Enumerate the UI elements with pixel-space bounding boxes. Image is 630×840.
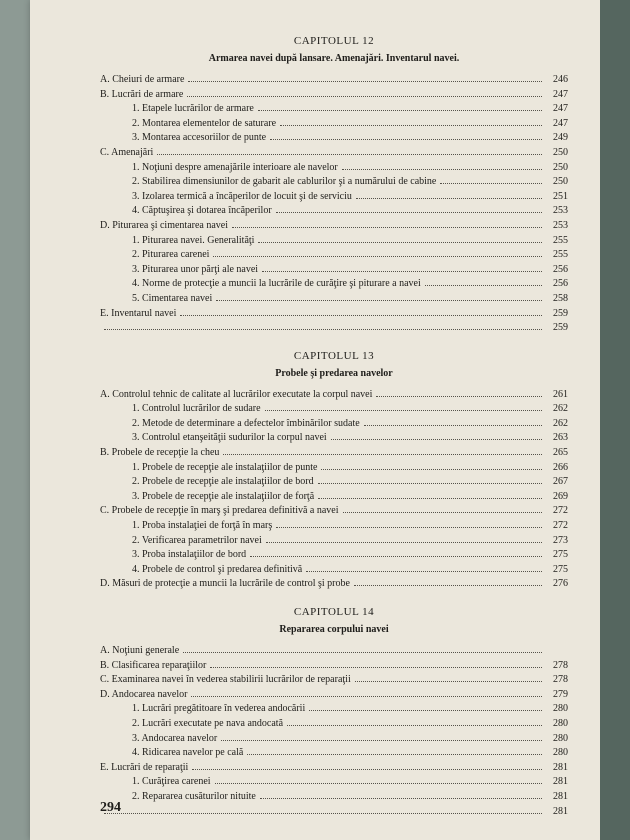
- dot-leader: [210, 658, 542, 668]
- dot-leader: [188, 72, 542, 82]
- toc-entry-title: D. Piturarea şi cimentarea navei: [100, 219, 228, 231]
- toc-entry-title: A. Noţiuni generale: [100, 645, 180, 656]
- toc-entry-title: 1. Lucrări pregătitoare în vederea andocării: [132, 703, 306, 715]
- toc-entry: [100, 658, 568, 673]
- toc-entry-title: C. Examinarea navei în vederea stabilirii lucrărilor de reparaţii: [100, 674, 351, 686]
- toc-entry-title: A. Controlul tehnic de calitate al lucrărilor executate la corpul navei: [100, 388, 373, 400]
- toc-entry-title: C. Probele de recepţie în marş şi predarea definitivă a navei: [100, 505, 339, 517]
- toc-entry-title: 1. Noţiuni despre amenajările interioare ale navelor: [132, 161, 338, 173]
- toc-entry: [100, 189, 568, 204]
- toc-entry-page: 258: [553, 292, 568, 304]
- toc-entry: [100, 72, 568, 87]
- toc-entry-title: 1. Curăţirea carenei: [132, 776, 211, 788]
- dot-leader: [354, 576, 542, 586]
- toc-entry: [100, 533, 568, 548]
- toc-entry: [100, 247, 568, 262]
- toc-entry-page: 280: [553, 747, 568, 759]
- toc-entry-page: 263: [553, 432, 568, 444]
- dot-leader: [318, 489, 542, 499]
- toc-entry-page: 256: [553, 263, 568, 275]
- chapter-gap: [100, 591, 568, 605]
- toc-entry-page: 247: [553, 117, 568, 129]
- toc-entry: [100, 562, 568, 577]
- toc-entry-page: 276: [553, 578, 568, 590]
- toc-entry-title: 3. Piturarea unor părţi ale navei: [132, 263, 259, 275]
- toc-entry: [100, 203, 568, 218]
- dot-leader: [104, 320, 542, 330]
- toc-entry: [100, 320, 568, 335]
- toc-entry: [100, 716, 568, 731]
- dot-leader: [260, 789, 542, 799]
- dot-leader: [355, 672, 542, 682]
- toc-entry: [100, 306, 568, 321]
- dot-leader: [265, 401, 542, 411]
- dot-leader: [180, 306, 542, 316]
- toc-entry: [100, 430, 568, 445]
- toc-entry: [100, 291, 568, 306]
- dot-leader: [262, 262, 542, 272]
- dot-leader: [266, 533, 542, 543]
- toc-entry-title: D. Măsuri de protecţie a muncii la lucrările de control şi probe: [100, 578, 350, 590]
- toc-entry: [100, 416, 568, 431]
- dot-leader: [192, 760, 542, 770]
- dot-leader: [221, 731, 542, 741]
- toc-entry: [100, 503, 568, 518]
- dot-leader: [287, 716, 542, 726]
- toc-entry-title: 4. Ridicarea navelor pe cală: [132, 747, 244, 759]
- toc-entry-page: 281: [553, 805, 568, 817]
- toc-entry-title: 2. Montarea elementelor de saturare: [132, 117, 277, 129]
- toc-entry: [100, 233, 568, 248]
- dot-leader: [270, 130, 542, 140]
- toc-entry-page: 262: [553, 403, 568, 415]
- toc-entry-page: 278: [553, 674, 568, 686]
- dot-leader: [232, 218, 542, 228]
- chapter-title: Probele şi predarea navelor: [275, 367, 393, 379]
- dot-leader: [187, 87, 542, 97]
- toc-entry: [100, 276, 568, 291]
- toc-entry-page: 280: [553, 703, 568, 715]
- dot-leader: [376, 387, 542, 397]
- toc-entry-title: B. Lucrări de armare: [100, 88, 184, 100]
- toc-entry: [100, 145, 568, 160]
- dot-leader: [157, 145, 542, 155]
- toc-entry: [100, 789, 568, 804]
- chapter-heading: CAPITOLUL 12: [293, 35, 375, 47]
- toc-entry-page: 259: [553, 307, 568, 319]
- toc-entry-title: 3. Probele de recepţie ale instalaţiilor de forţă: [132, 490, 315, 502]
- toc-entry-page: 261: [553, 388, 568, 400]
- toc-entry: [100, 760, 568, 775]
- toc-entry-page: 249: [553, 132, 568, 144]
- toc-entry-title: 2. Lucrări executate pe nava andocată: [132, 717, 284, 729]
- chapter-title: Armarea navei după lansare. Amenajări. Inventarul navei.: [208, 53, 460, 64]
- chapter-title: Repararea corpului navei: [279, 624, 389, 635]
- toc-entry: [100, 445, 568, 460]
- toc-entry-title: A. Cheiuri de armare: [100, 74, 185, 85]
- toc-entry-page: 255: [553, 249, 568, 261]
- toc-entry: [100, 518, 568, 533]
- dot-leader: [342, 160, 542, 170]
- toc-entry-page: 247: [553, 103, 568, 115]
- chapter-heading: CAPITOLUL 13: [293, 349, 375, 362]
- dot-leader: [223, 445, 542, 455]
- toc-entry-page: 281: [553, 790, 568, 802]
- toc-entry: [100, 401, 568, 416]
- toc-entry-title: 4. Norme de protecţie a muncii la lucrările de curăţire şi piturare a navei: [132, 278, 421, 290]
- toc-entry: [100, 116, 568, 131]
- toc-entry-page: 266: [553, 461, 568, 473]
- toc-entry-page: 265: [553, 447, 568, 459]
- toc-entry: [100, 174, 568, 189]
- dot-leader: [318, 474, 542, 484]
- toc-entry-title: 2. Stabilirea dimensiunilor de gabarit ale cablurilor şi a numărului de cabine: [132, 176, 437, 188]
- dot-leader: [321, 460, 542, 470]
- chapter-heading: CAPITOLUL 14: [293, 606, 375, 618]
- dot-leader: [250, 547, 542, 557]
- toc-entry: [100, 547, 568, 562]
- toc-entry-title: 2. Verificarea parametrilor navei: [132, 534, 262, 546]
- toc-entry-page: 247: [553, 88, 568, 100]
- dot-leader: [276, 518, 542, 528]
- toc-entry: [100, 262, 568, 277]
- toc-entry: [100, 672, 568, 687]
- toc-entry: [100, 701, 568, 716]
- table-of-contents: [100, 34, 568, 818]
- dot-leader: [306, 562, 542, 572]
- dot-leader: [258, 233, 542, 243]
- toc-entry-title: D. Andocarea navelor: [100, 688, 188, 700]
- toc-entry-page: 250: [553, 146, 568, 158]
- dot-leader: [280, 116, 542, 126]
- toc-entry-page: 279: [553, 688, 568, 700]
- dot-leader: [258, 101, 542, 111]
- toc-entry-page: 250: [553, 161, 568, 173]
- toc-entry-title: 2. Metode de determinare a defectelor îmbinărilor sudate: [132, 417, 360, 429]
- toc-entry-page: 280: [553, 717, 568, 729]
- toc-entry: [100, 774, 568, 789]
- dot-leader: [247, 745, 542, 755]
- toc-entry: [100, 731, 568, 746]
- dot-leader: [215, 774, 542, 784]
- toc-entry: [100, 460, 568, 475]
- toc-entry-title: 3. Proba instalaţiilor de bord: [132, 549, 247, 561]
- toc-entry-page: 278: [553, 659, 568, 671]
- toc-entry-title: 1. Piturarea navei. Generalităţi: [132, 234, 255, 246]
- toc-entry-title: 4. Căptuşirea şi dotarea încăperilor: [132, 205, 272, 217]
- toc-entry-title: B. Probele de recepţie la cheu: [100, 447, 220, 459]
- dot-leader: [104, 804, 542, 814]
- toc-entry: [100, 804, 568, 819]
- toc-entry-page: 253: [553, 219, 568, 231]
- toc-entry-page: 273: [553, 534, 568, 546]
- page-number: 294: [100, 800, 121, 815]
- dot-leader: [356, 189, 542, 199]
- dot-leader: [183, 643, 542, 653]
- toc-entry-title: 2. Probele de recepţie ale instalaţiilor de bord: [132, 476, 314, 488]
- toc-entry-title: 1. Proba instalaţiei de forţă în marş: [132, 520, 273, 532]
- toc-entry-title: B. Clasificarea reparaţiilor: [100, 659, 207, 671]
- toc-entry: [100, 643, 568, 658]
- toc-entry: [100, 387, 568, 402]
- dot-leader: [440, 174, 542, 184]
- dot-leader: [216, 291, 542, 301]
- dot-leader: [191, 687, 542, 697]
- toc-entry-title: 2. Piturarea carenei: [132, 249, 210, 261]
- toc-body: [100, 34, 568, 818]
- dot-leader: [276, 203, 542, 213]
- toc-entry: [100, 576, 568, 591]
- toc-entry: [100, 130, 568, 145]
- toc-entry: [100, 687, 568, 702]
- toc-entry-page: 259: [553, 322, 568, 334]
- dot-leader: [364, 416, 542, 426]
- toc-entry-page: 281: [553, 776, 568, 788]
- toc-entry-page: 255: [553, 234, 568, 246]
- toc-entry: [100, 218, 568, 233]
- toc-entry-title: 5. Cimentarea navei: [132, 292, 213, 304]
- toc-entry: [100, 489, 568, 504]
- toc-entry-title: 4. Probele de control şi predarea definitivă: [132, 563, 303, 575]
- toc-entry: [100, 474, 568, 489]
- toc-entry-title: E. Lucrări de reparaţii: [100, 761, 189, 773]
- dot-leader: [331, 430, 542, 440]
- toc-entry-page: 262: [553, 417, 568, 429]
- toc-entry-page: 253: [553, 205, 568, 217]
- toc-entry-page: 250: [553, 176, 568, 188]
- dot-leader: [343, 503, 542, 513]
- toc-entry-page: 269: [553, 490, 568, 502]
- toc-entry-page: 272: [553, 520, 568, 532]
- toc-entry: [100, 87, 568, 102]
- toc-entry-page: 256: [553, 278, 568, 290]
- toc-entry-page: 281: [553, 761, 568, 773]
- toc-entry-title: 3. Izolarea termică a încăperilor de locuit şi de serviciu: [132, 190, 352, 202]
- toc-entry-title: E. Inventarul navei: [100, 307, 177, 319]
- toc-entry: [100, 101, 568, 116]
- toc-entry-title: 1. Etapele lucrărilor de armare: [132, 103, 254, 115]
- chapter-gap: [100, 335, 568, 349]
- toc-entry-title: 2. Repararea cusăturilor nituite: [132, 790, 256, 802]
- toc-entry-page: 246: [553, 74, 568, 85]
- toc-entry-title: 3. Andocarea navelor: [132, 732, 218, 744]
- toc-entry-page: 275: [553, 549, 568, 561]
- toc-entry-page: 275: [553, 563, 568, 575]
- toc-entry-page: 272: [553, 505, 568, 517]
- toc-entry-page: 251: [553, 190, 568, 202]
- toc-entry-title: 1. Controlul lucrărilor de sudare: [132, 403, 261, 415]
- toc-entry-title: 3. Controlul etanşeităţii sudurilor la corpul navei: [132, 432, 327, 444]
- dot-leader: [213, 247, 542, 257]
- background-strip: [600, 0, 630, 840]
- toc-entry: [100, 160, 568, 175]
- toc-entry: [100, 745, 568, 760]
- toc-entry-page: 267: [553, 476, 568, 488]
- toc-entry-title: 1. Probele de recepţie ale instalaţiilor de punte: [132, 461, 318, 473]
- dot-leader: [309, 701, 542, 711]
- toc-entry-page: 280: [553, 732, 568, 744]
- toc-entry-title: 3. Montarea accesoriilor de punte: [132, 132, 267, 144]
- toc-entry-title: C. Amenajări: [100, 146, 154, 158]
- dot-leader: [425, 276, 542, 286]
